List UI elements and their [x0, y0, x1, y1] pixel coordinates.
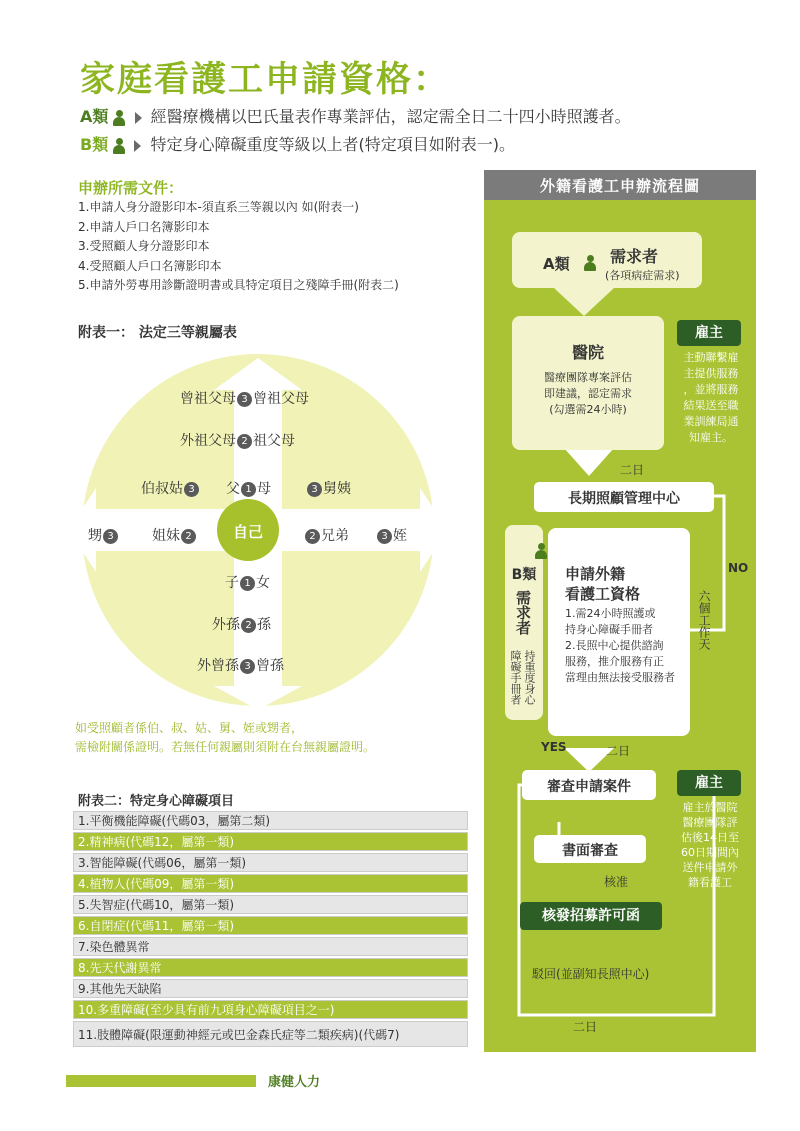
kinship-row-3-center: 父 1 母 — [226, 481, 271, 497]
docs-item: 5.申請外勞專用診斷證明書或具特定項目之殘障手冊(附表二) — [78, 278, 399, 292]
apply-items: 1.需24小時照護或 持身心障礙手冊者 2.長照中心提供諮詢 服務，推介服務有正 當理由無法接受服務者 — [565, 607, 675, 684]
approve-label: 核准 — [604, 875, 629, 889]
kinship-row-3-left: 伯叔姑 3 — [141, 478, 200, 498]
kinship-row-5: 子 1 女 — [225, 575, 270, 591]
docs-item: 4.受照顧人戶口名簿影印本 — [78, 258, 222, 273]
employer-desc: 主動聯繫雇 主提供服務 ，並將服務 結果送至職 業訓練局通 知雇主。 — [683, 351, 739, 444]
footer-bar — [66, 1075, 256, 1087]
care-center-title: 長期照顧管理中心 — [568, 491, 680, 507]
docs-item: 2.申請人戶口名簿影印本 — [78, 219, 210, 234]
doc-review-title: 書面審查 — [562, 843, 618, 859]
kinship-center: 自己 — [232, 523, 263, 541]
arrow-right-icon — [134, 140, 141, 152]
qual-a-text: 經醫療機構以巴氏量表作專業評估，認定需全日二十四小時照護者。 — [150, 107, 631, 126]
table2-row: 8.先天代謝異常 — [73, 958, 468, 977]
person-icon — [113, 110, 125, 126]
table2-row: 7.染色體異常 — [73, 937, 468, 956]
b-demand-sub2: 障礙手冊者 — [509, 650, 522, 705]
qual-b-text: 特定身心障礙重度等級以上者(特定項目如附表一)。 — [150, 135, 515, 154]
demand-a-label: A類 — [543, 255, 570, 273]
person-icon — [584, 255, 596, 271]
table2-row: 11.肢體障礙(限運動神經元或巴金森氏症等二類疾病)(代碼7) — [73, 1021, 468, 1047]
table2-row: 6.自閉症(代碼11，屬第一類) — [73, 916, 468, 935]
b-demand-sub1: 持重度身心 — [523, 650, 536, 705]
docs-list — [78, 198, 399, 296]
table1-note: 如受照顧者係伯、叔、姑、舅、姪或甥者， 需檢附關係證明。若無任何親屬則須附在台無親屬證明。 — [75, 721, 376, 754]
reject-label: 駁回(並副知長照中心) — [532, 967, 650, 981]
qual-a-label: A類 — [80, 107, 109, 126]
table2-row: 10.多重障礙(至少具有前九項身心障礙項目之一) — [73, 1000, 468, 1019]
table2-row: 1.平衡機能障礙(代碼03，屬第二類) — [73, 811, 468, 830]
docs-heading: 申辦所需文件： — [78, 179, 184, 197]
person-icon — [113, 138, 125, 154]
kinship-row-1: 曾祖父母 3 曾祖父母 — [180, 391, 309, 407]
qual-a-row — [80, 104, 631, 127]
employer-label: 雇主 — [677, 320, 741, 346]
kinship-row-4-a: 甥 3 — [88, 525, 119, 545]
qual-b-label: B類 — [80, 135, 109, 154]
table2-row: 9.其他先天缺陷 — [73, 979, 468, 998]
person-icon — [535, 543, 547, 559]
table2-heading: 附表二：特定身心障礙項目 — [78, 794, 235, 809]
two-day-label: 二日 — [606, 744, 631, 758]
six-days-label: 六個工作天 — [697, 590, 711, 650]
b-demand-title: 需求者 — [514, 590, 532, 635]
demand-sub: (各項病症需求) — [605, 269, 680, 282]
table2-row: 3.智能障礙(代碼06，屬第一類) — [73, 853, 468, 872]
kinship-row-6: 外孫 2 孫 — [212, 617, 271, 633]
table2-row: 4.植物人(代碼09，屬第一類) — [73, 874, 468, 893]
demand-title: 需求者 — [610, 247, 659, 266]
hospital-desc: 醫療團隊專案評估 即建議，認定需求 (勾選需24小時) — [544, 371, 632, 416]
table2-row: 2.精神病(代碼12，屬第一類) — [73, 832, 468, 851]
kinship-row-3-right: 3 舅姨 — [306, 478, 351, 498]
two-day-label: 二日 — [573, 1020, 598, 1034]
yes-label: YES — [541, 740, 567, 754]
qual-b-row — [80, 132, 515, 155]
kinship-row-4-b: 姐妹 2 — [152, 525, 197, 545]
b-label: B類 — [511, 567, 537, 583]
kinship-row-2: 外祖父母 2 祖父母 — [180, 433, 295, 449]
arrow-right-icon — [135, 112, 142, 124]
hospital-title: 醫院 — [571, 343, 604, 362]
permit-box: 核發招募許可函 — [520, 902, 662, 930]
two-day-label: 二日 — [620, 463, 645, 477]
footer-text: 康健人力 — [268, 1075, 321, 1090]
employer2-desc: 雇主於醫院 醫療團隊評 估後14日至 60日期間內 送件申請外 籍看護工 — [681, 801, 739, 889]
employer2-label: 雇主 — [677, 770, 741, 796]
kinship-row-4-d: 3 姪 — [376, 525, 407, 545]
docs-item: 3.受照顧人身分證影印本 — [78, 239, 210, 253]
apply-title: 申請外籍 看護工資格 — [565, 565, 641, 603]
review-title: 審查申請案件 — [547, 779, 631, 795]
kinship-row-4-c: 2 兄弟 — [304, 525, 349, 545]
table2-row: 5.失智症(代碼10，屬第一類) — [73, 895, 468, 914]
table1-heading: 附表一： 法定三等親屬表 — [78, 325, 237, 341]
flowchart-title: 外籍看護工申辦流程圖 — [539, 177, 700, 195]
page-title: 家庭看護工申請資格： — [80, 60, 451, 100]
no-label: NO — [728, 561, 749, 575]
docs-item: 1.申請人身分證影印本-須直系三等親以內 如(附表一) — [78, 200, 359, 214]
kinship-row-7: 外曾孫 3 曾孫 — [197, 658, 284, 674]
